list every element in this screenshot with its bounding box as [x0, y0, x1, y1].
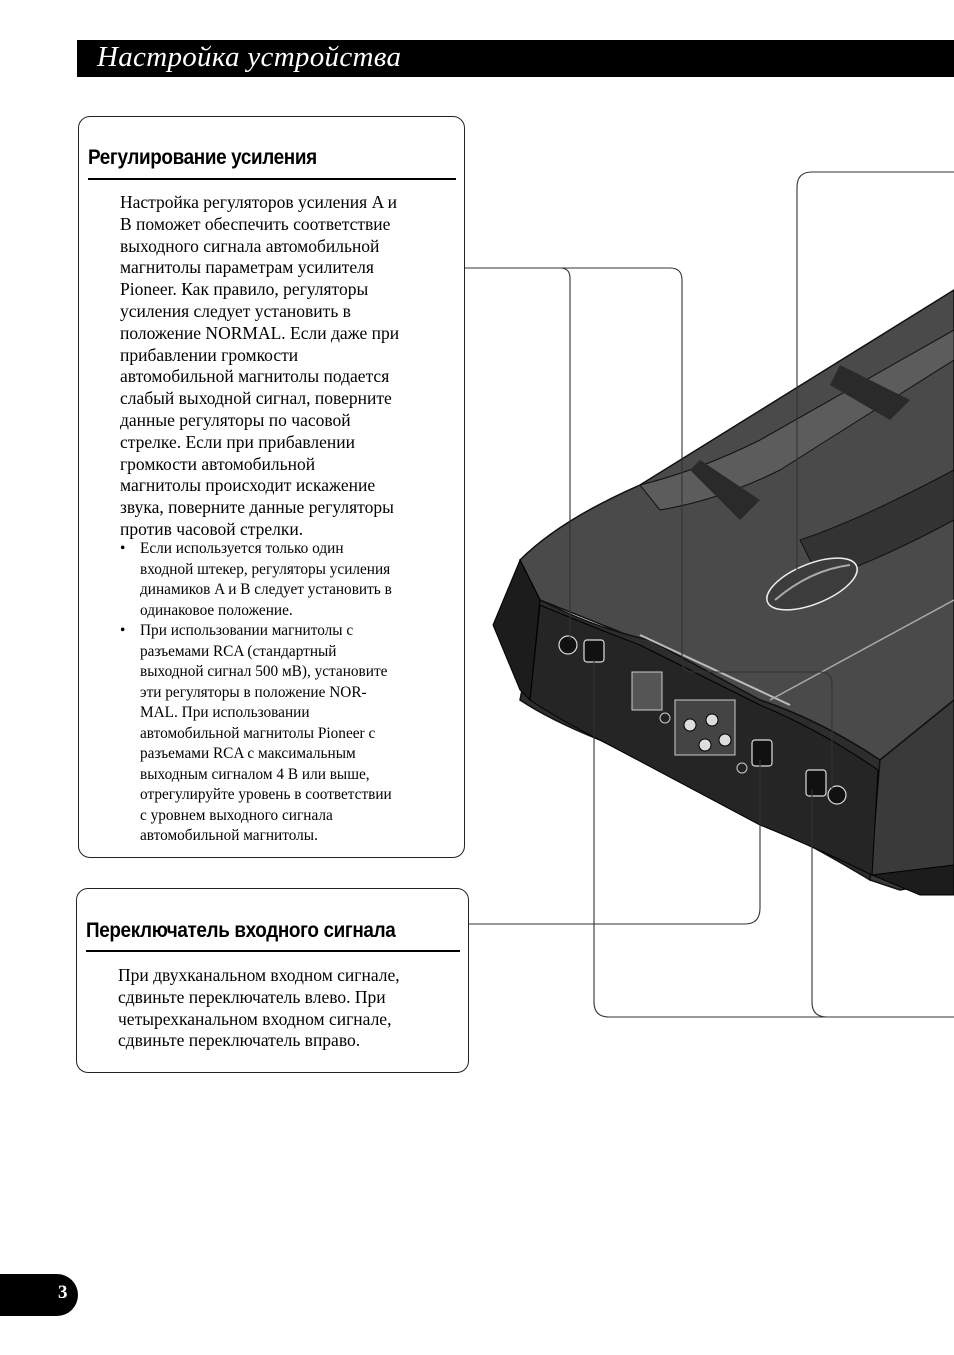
text-line: B поможет обеспечить соответствие — [120, 213, 391, 234]
text-line: громкости автомобильной — [120, 453, 316, 474]
amplifier-illustration — [460, 160, 954, 1030]
heading-rule — [88, 178, 456, 180]
text-line: магнитолы параметрам усилителя — [120, 257, 374, 278]
text-line: сдвиньте переключатель вправо. — [118, 1030, 361, 1051]
ground-screw — [737, 763, 747, 773]
input-section-heading: Переключатель входного сигнала — [86, 919, 396, 942]
text-line: разъемами RCA (стандартный — [140, 642, 337, 660]
text-line: Если используется только один — [140, 540, 344, 557]
input-switch — [584, 640, 604, 662]
rca-jack — [684, 719, 696, 731]
text-line: автомобильной магнитолы Pioneer с — [140, 724, 376, 742]
text-line: усиления следует установить в — [120, 300, 351, 321]
rca-jack — [719, 734, 731, 746]
list-item — [120, 621, 455, 847]
rca-jack — [699, 739, 711, 751]
heading-rule — [86, 950, 460, 952]
ground-screw — [660, 713, 670, 723]
text-line: данные регуляторы по часовой — [120, 409, 351, 430]
header-bar — [77, 40, 954, 77]
text-line: прибавлении громкости — [120, 344, 299, 365]
gain-notes-list — [120, 539, 455, 847]
speaker-connector — [632, 672, 662, 710]
input-switch — [752, 740, 772, 766]
text-line: против часовой стрелки. — [120, 518, 304, 539]
text-line: автомобильной магнитолы подается — [120, 366, 390, 387]
text-line: эти регуляторы в положение NOR- — [140, 683, 367, 701]
gain-section-body — [120, 192, 465, 541]
text-line: выходным сигналом 4 В или выше, — [140, 765, 370, 783]
gain-section-heading: Регулирование усиления — [88, 146, 317, 169]
text-line: положение NORMAL. Если даже при — [120, 322, 400, 343]
text-line: Pioneer. Как правило, регуляторы — [120, 279, 369, 300]
page-title: Настройка устройства — [97, 41, 402, 73]
text-line: Настройка регуляторов усиления A и — [120, 192, 397, 212]
text-line: автомобильной магнитолы. — [140, 827, 318, 844]
text-line: входной штекер, регуляторы усиления — [140, 560, 391, 578]
bullet-mark: • — [120, 622, 126, 639]
text-line: отрегулируйте уровень в соответствии — [140, 786, 392, 803]
text-line: выходного сигнала автомобильной — [120, 235, 380, 256]
text-line: MAL. При использовании — [140, 704, 310, 721]
gain-knob-a — [559, 636, 577, 654]
text-line: При использовании магнитолы с — [140, 622, 354, 639]
bullet-mark: • — [120, 540, 126, 557]
input-switch — [806, 770, 826, 796]
text-line: слабый выходной сигнал, поверните — [120, 388, 392, 409]
text-line: сдвиньте переключатель влево. При — [118, 986, 386, 1007]
text-line: При двухканальном входном сигнале, — [118, 965, 400, 985]
gain-control-section — [78, 116, 465, 858]
text-line: звука, поверните данные регуляторы — [120, 497, 394, 518]
text-line: с уровнем выходного сигнала — [140, 806, 333, 824]
text-line: магнитолы происходит искажение — [120, 475, 376, 496]
input-switch-section — [76, 888, 469, 1073]
text-line: выходной сигнал 500 мВ), установите — [140, 663, 388, 680]
rca-jack — [706, 714, 718, 726]
gain-knob-b — [828, 786, 846, 804]
input-section-body — [118, 965, 466, 1052]
text-line: динамиков A и B следует установить в — [140, 581, 392, 598]
text-line: четырехканальном входном сигнале, — [118, 1008, 392, 1029]
text-line: одинаковое положение. — [140, 601, 293, 619]
text-line: разъемами RCA с максимальным — [140, 745, 356, 762]
text-line: стрелке. Если при прибавлении — [120, 431, 356, 452]
page-number: 3 — [58, 1282, 68, 1303]
page-number-tab — [0, 1274, 78, 1316]
list-item — [120, 539, 455, 621]
